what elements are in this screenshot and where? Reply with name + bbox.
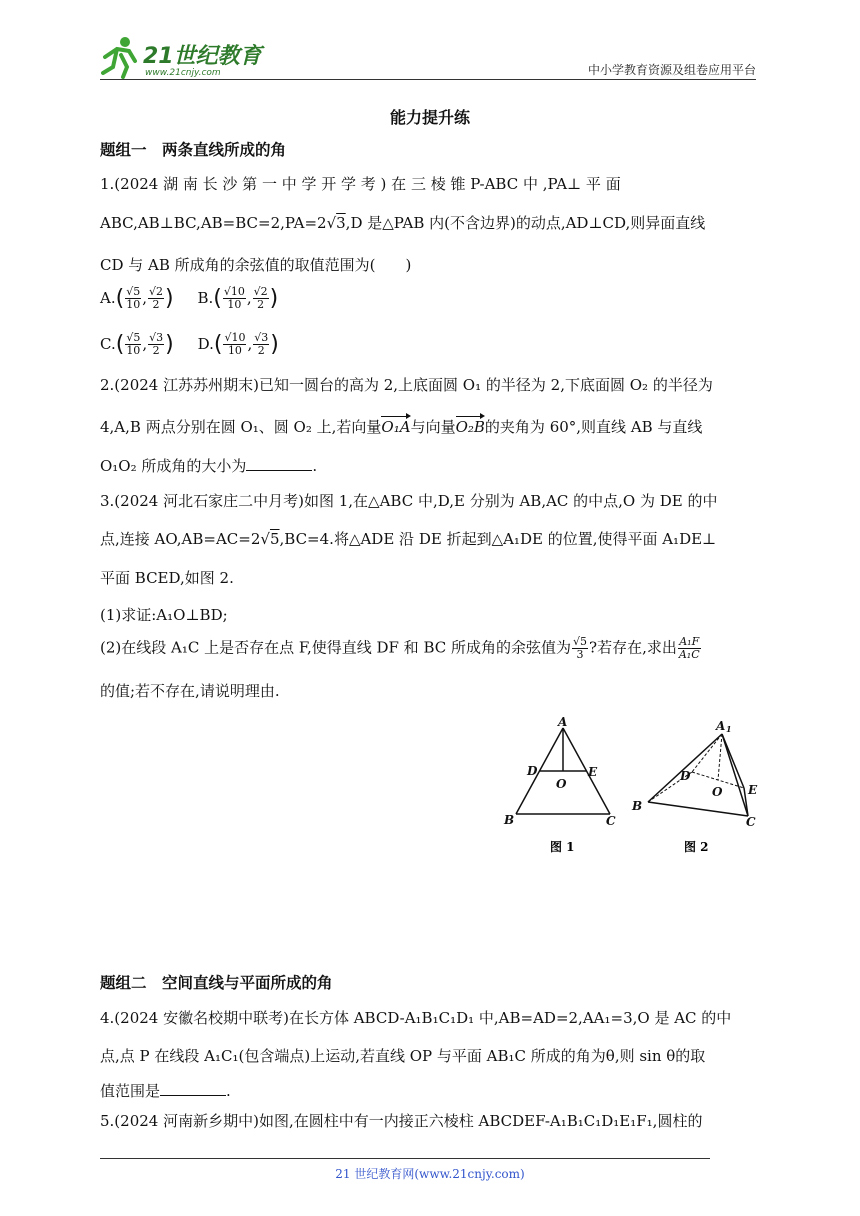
edge-a1o [718, 734, 722, 780]
option-d[interactable]: D.( $\frac{√10}{10}$ , $\frac{√3}{2}$ ) [197, 331, 279, 357]
question-1-line-1: 1.(2024 湖 南 长 沙 第 一 中 学 开 学 考 ) 在 三 棱 锥 P-ABC 中 ,PA⊥ 平 面 [100, 175, 621, 193]
label-b: B [504, 813, 515, 827]
svg-text:www.21cnjy.com: www.21cnjy.com [145, 68, 221, 78]
label-e: E [748, 783, 758, 797]
edge-bc [648, 802, 748, 816]
option-b[interactable]: B.( $\frac{√10}{10}$ , $\frac{√2}{2}$ ) [197, 285, 279, 311]
svg-text:21世纪教育: 21世纪教育 [143, 44, 262, 69]
footer-divider [100, 1158, 710, 1159]
runner-icon [103, 37, 135, 77]
site-logo [95, 33, 265, 79]
question-3-sub-2: (2)在线段 A₁C 上是否存在点 F,使得直线 DF 和 BC 所成角的余弦值为 $\frac{√5}{3}$ ?若存在,求出 $\frac{\text{A₁F}}{\text{A₁C}}$ [100, 635, 700, 661]
question-1-options-cd [100, 332, 279, 357]
question-4-line-2: 点,点 P 在线段 A₁C₁(包含端点)上运动,若直线 OP 与平面 AB₁C 所成的角为θ,则 sin θ的取 [100, 1047, 706, 1065]
label-a1: A [716, 719, 726, 733]
figure-1-caption: 图 1 [550, 840, 575, 854]
question-5-line-1: 5.(2024 河南新乡期中)如图,在圆柱中有一内接正六棱柱 ABCDEF-A₁B₁C₁D₁E₁F₁,圆柱的 [100, 1112, 703, 1130]
question-4-line-1: 4.(2024 安徽名校期中联考)在长方体 ABCD-A₁B₁C₁D₁ 中,AB=AD=2,AA₁=3,O 是 AC 的中 [100, 1009, 732, 1027]
label-b: B [632, 799, 643, 813]
header-platform-text: 中小学教育资源及组卷应用平台 [587, 63, 756, 77]
edge-a1b [648, 734, 722, 802]
page-title: 能力提升练 [389, 108, 470, 127]
figure-2 [626, 714, 766, 860]
label-a: A [558, 715, 568, 729]
section-title-2: 题组二 空间直线与平面所成的角 [100, 974, 333, 992]
question-3-sub-2-line-2: 的值;若不存在,请说明理由. [100, 682, 280, 700]
question-3-line-2: 点,连接 AO,AB=AC=2√5,BC=4.将△ADE 沿 DE 折起到△A₁DE 的位置,使得平面 A₁DE⊥ [100, 530, 717, 548]
question-2-line-3: O₁O₂ 所成角的大小为 . [100, 457, 318, 475]
vector-o1a: O₁A [381, 418, 411, 436]
edge-a1c [722, 734, 748, 816]
question-2-line-2: 4,A,B 两点分别在圆 O₁、圆 O₂ 上,若向量O₁A与向量O₂B的夹角为 60°,则直线 AB 与直线 [100, 418, 703, 436]
label-o: O [556, 777, 567, 791]
question-4-line-3: 值范围是 . [100, 1082, 231, 1100]
answer-blank[interactable] [160, 1081, 226, 1096]
edge-a1e [722, 734, 744, 788]
label-o: O [712, 785, 723, 799]
figure-2-caption: 图 2 [684, 840, 709, 854]
question-3-line-1: 3.(2024 河北石家庄二中月考)如图 1,在△ABC 中,D,E 分别为 AB,AC 的中点,O 为 DE 的中 [100, 492, 718, 510]
question-1-line-2: ABC,AB⊥BC,AB=BC=2,PA=2√3,D 是△PAB 内(不含边界)的动点,AD⊥CD,则异面直线 [100, 214, 706, 232]
label-d: D [527, 764, 538, 778]
label-a1-sub: 1 [726, 724, 732, 734]
question-3-sub-1: (1)求证:A₁O⊥BD; [100, 606, 228, 624]
label-c: C [746, 815, 756, 829]
edge-a1d [692, 734, 722, 772]
figure-1 [500, 714, 620, 860]
label-c: C [606, 814, 616, 828]
question-2-line-1: 2.(2024 江苏苏州期末)已知一圆台的高为 2,上底面圆 O₁ 的半径为 2,下底面圆 O₂ 的半径为 [100, 376, 713, 394]
section-title-1: 题组一 两条直线所成的角 [100, 141, 287, 159]
option-a[interactable]: A.( $\frac{√5}{10}$ , $\frac{√2}{2}$ ) [100, 285, 174, 311]
question-1-line-3: CD 与 AB 所成角的余弦值的取值范围为( ) [100, 256, 412, 274]
question-1-options-ab [100, 286, 278, 311]
header-divider [100, 79, 756, 80]
option-c[interactable]: C.( $\frac{√5}{10}$ , $\frac{√3}{2}$ ) [100, 331, 174, 357]
footer-text: 21 世纪教育网(www.21cnjy.com) [335, 1167, 525, 1181]
question-3-line-3: 平面 BCED,如图 2. [100, 569, 234, 587]
label-e: E [588, 765, 598, 779]
label-d: D [680, 769, 691, 783]
vector-o2b: O₂B [455, 418, 485, 436]
answer-blank[interactable] [246, 456, 312, 471]
